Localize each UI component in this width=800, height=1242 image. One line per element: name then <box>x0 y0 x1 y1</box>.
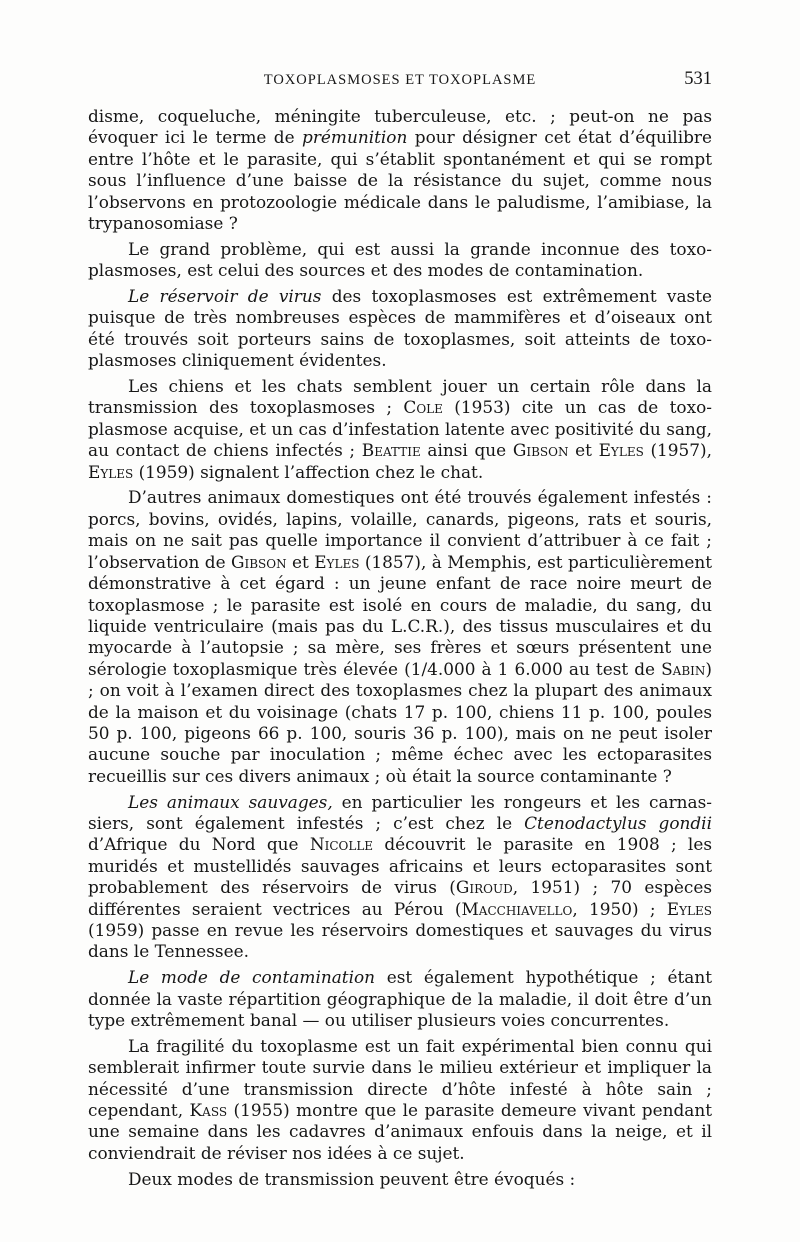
text-run: découvrit le parasite en 1908 ; les muridés et mustellidés sauvages africains et leurs ectoparasites sont probablement des réservoirs de virus ( <box>88 834 712 898</box>
author-name: Cole <box>403 397 443 418</box>
text-run: en particulier les rongeurs et les carnassiers, sont également infestés ; c’est chez le <box>88 791 712 833</box>
text-run: D’autres animaux domestiques ont été trouvés également infestés : porcs, bovins, ovidés, lapins, volaille, canards, pigeons, rats et souris, mais on ne sait pas quelle importance il convient d’attribuer à ce fait ; l’observation de <box>88 487 712 572</box>
author-name: Macchiavello <box>461 898 573 919</box>
text-run: (1957), <box>643 440 712 461</box>
author-name: Kass <box>189 1100 228 1121</box>
author-name: Sabin <box>661 658 706 679</box>
paragraph-9 <box>88 1169 712 1190</box>
text-run: (1959) passe en revue les réservoirs domestiques et sauvages du virus dans le Tennessee. <box>88 919 712 962</box>
text-run: La fragilité du toxoplasme est un fait expérimental bien connu qui semblerait infirmer toute survie dans le milieu extérieur et impliquer la nécessité d’une transmission directe d’hôte infesté à hôte sain ; cependant, <box>88 1035 712 1121</box>
text-run: des toxoplasmoses est extrêmement vaste puisque de très nombreuses espèces de mammifères et d’oiseaux ont été trouvés soit porteurs sains de toxoplasmes, soit atteints de toxoplasmoses cliniquement évidentes. <box>88 286 712 371</box>
author-name: Beattie <box>361 440 421 461</box>
author-name: Eyles <box>314 551 360 572</box>
paragraph-6 <box>88 792 712 963</box>
paragraph-7 <box>88 967 712 1031</box>
text-run: Les chiens et les chats semblent jouer un certain rôle dans la transmission des toxoplasmoses ; <box>88 376 712 418</box>
text-run: , 1951) ; 70 espèces différentes seraient vectrices au Pérou ( <box>88 877 712 919</box>
italic-heading: Le réservoir de virus <box>128 286 322 307</box>
text-run: et <box>286 551 315 572</box>
running-title: TOXOPLASMOSES ET TOXOPLASME <box>263 72 537 88</box>
italic-heading: Le mode de contamination <box>128 967 376 988</box>
text-run: , 1950) ; <box>572 898 667 919</box>
text-run: (1955) montre que le parasite demeure vivant pendant une semaine dans les cadavres d’animaux enfouis dans la neige, et il conviendrait de réviser nos idées à ce sujet. <box>88 1100 712 1163</box>
paragraph-2 <box>88 239 712 282</box>
text-run: disme, coqueluche, méningite tuberculeuse, etc. ; peut-on ne pas évoquer ici le terme de <box>88 106 712 148</box>
author-name: Gibson <box>230 551 287 572</box>
species-name: Ctenodactylus gondii <box>524 812 712 833</box>
paragraph-5 <box>88 487 712 787</box>
text-run: (1857), à Memphis, est particulièrement démonstrative à cet égard : un jeune enfant de race noire meurt de toxoplasmose ; le parasite est isolé en cours de maladie, du sang, du liquide ventriculaire (mais pas du L.C.R.), des tissus musculaires et du myocarde à l’autopsie ; sa mère, ses frères et sœurs présentent une sérologie toxoplasmique très élevée (1/4.000 à 1 6.000 au test de <box>88 551 712 679</box>
text-run: pour désigner cet état d’équilibre entre l’hôte et le parasite, qui s’établit spontanément et qui se rompt sous l’influence d’une baisse de la résistance du sujet, comme nous l’observons en protozoologie médicale dans le paludisme, l’amibiase, la trypanosomiase ? <box>88 127 712 234</box>
text-run: ) ; on voit à l’examen direct des toxoplasmes chez la plupart des animaux de la maison et du voisinage (chats 17 p. 100, chiens 11 p. 100, poules 50 p. 100, pigeons 66 p. 100, souris 36 p. 100), mais on ne peut isoler aucune souche par inoculation ; même échec avec les ectoparasites recueillis sur ces divers animaux ; où était la source contaminante ? <box>88 658 712 786</box>
text-run: et <box>568 440 599 461</box>
text-run: est également hypothétique ; étant donnée la vaste répartition géographique de la maladie, il doit être d’un type extrêmement banal — ou utiliser plusieurs voies concurrentes. <box>88 967 712 1030</box>
paragraph-3 <box>88 286 712 372</box>
author-name: Nicolle <box>309 834 374 855</box>
text-run: (1959) signalent l’affection chez le chat. <box>133 461 484 482</box>
text-run: (1953) cite un cas de toxoplasmose acquise, et un cas d’infestation latente avec positivité du sang, au contact de chiens infectés ; <box>88 397 712 461</box>
author-name: Gibson <box>512 440 569 461</box>
text-run: d’Afrique du Nord que <box>88 834 310 855</box>
author-name: Eyles <box>88 461 134 482</box>
body-text <box>88 106 712 1194</box>
text-run: Le grand problème, qui est aussi la grande inconnue des toxoplasmoses, est celui des sources et des modes de contamination. <box>88 238 712 281</box>
paragraph-1 <box>88 106 712 234</box>
page-number: 531 <box>684 69 712 89</box>
author-name: Eyles <box>666 898 712 919</box>
author-name: Giroud <box>455 877 513 898</box>
italic-heading: Les animaux sauvages, <box>128 791 333 812</box>
text-run: Deux modes de transmission peuvent être évoqués : <box>128 1168 576 1189</box>
paragraph-4 <box>88 376 712 483</box>
paragraph-8 <box>88 1036 712 1164</box>
running-head <box>88 70 712 96</box>
italic-term: prémunition <box>302 127 408 148</box>
text-run: ainsi que <box>420 440 513 461</box>
author-name: Eyles <box>598 440 644 461</box>
